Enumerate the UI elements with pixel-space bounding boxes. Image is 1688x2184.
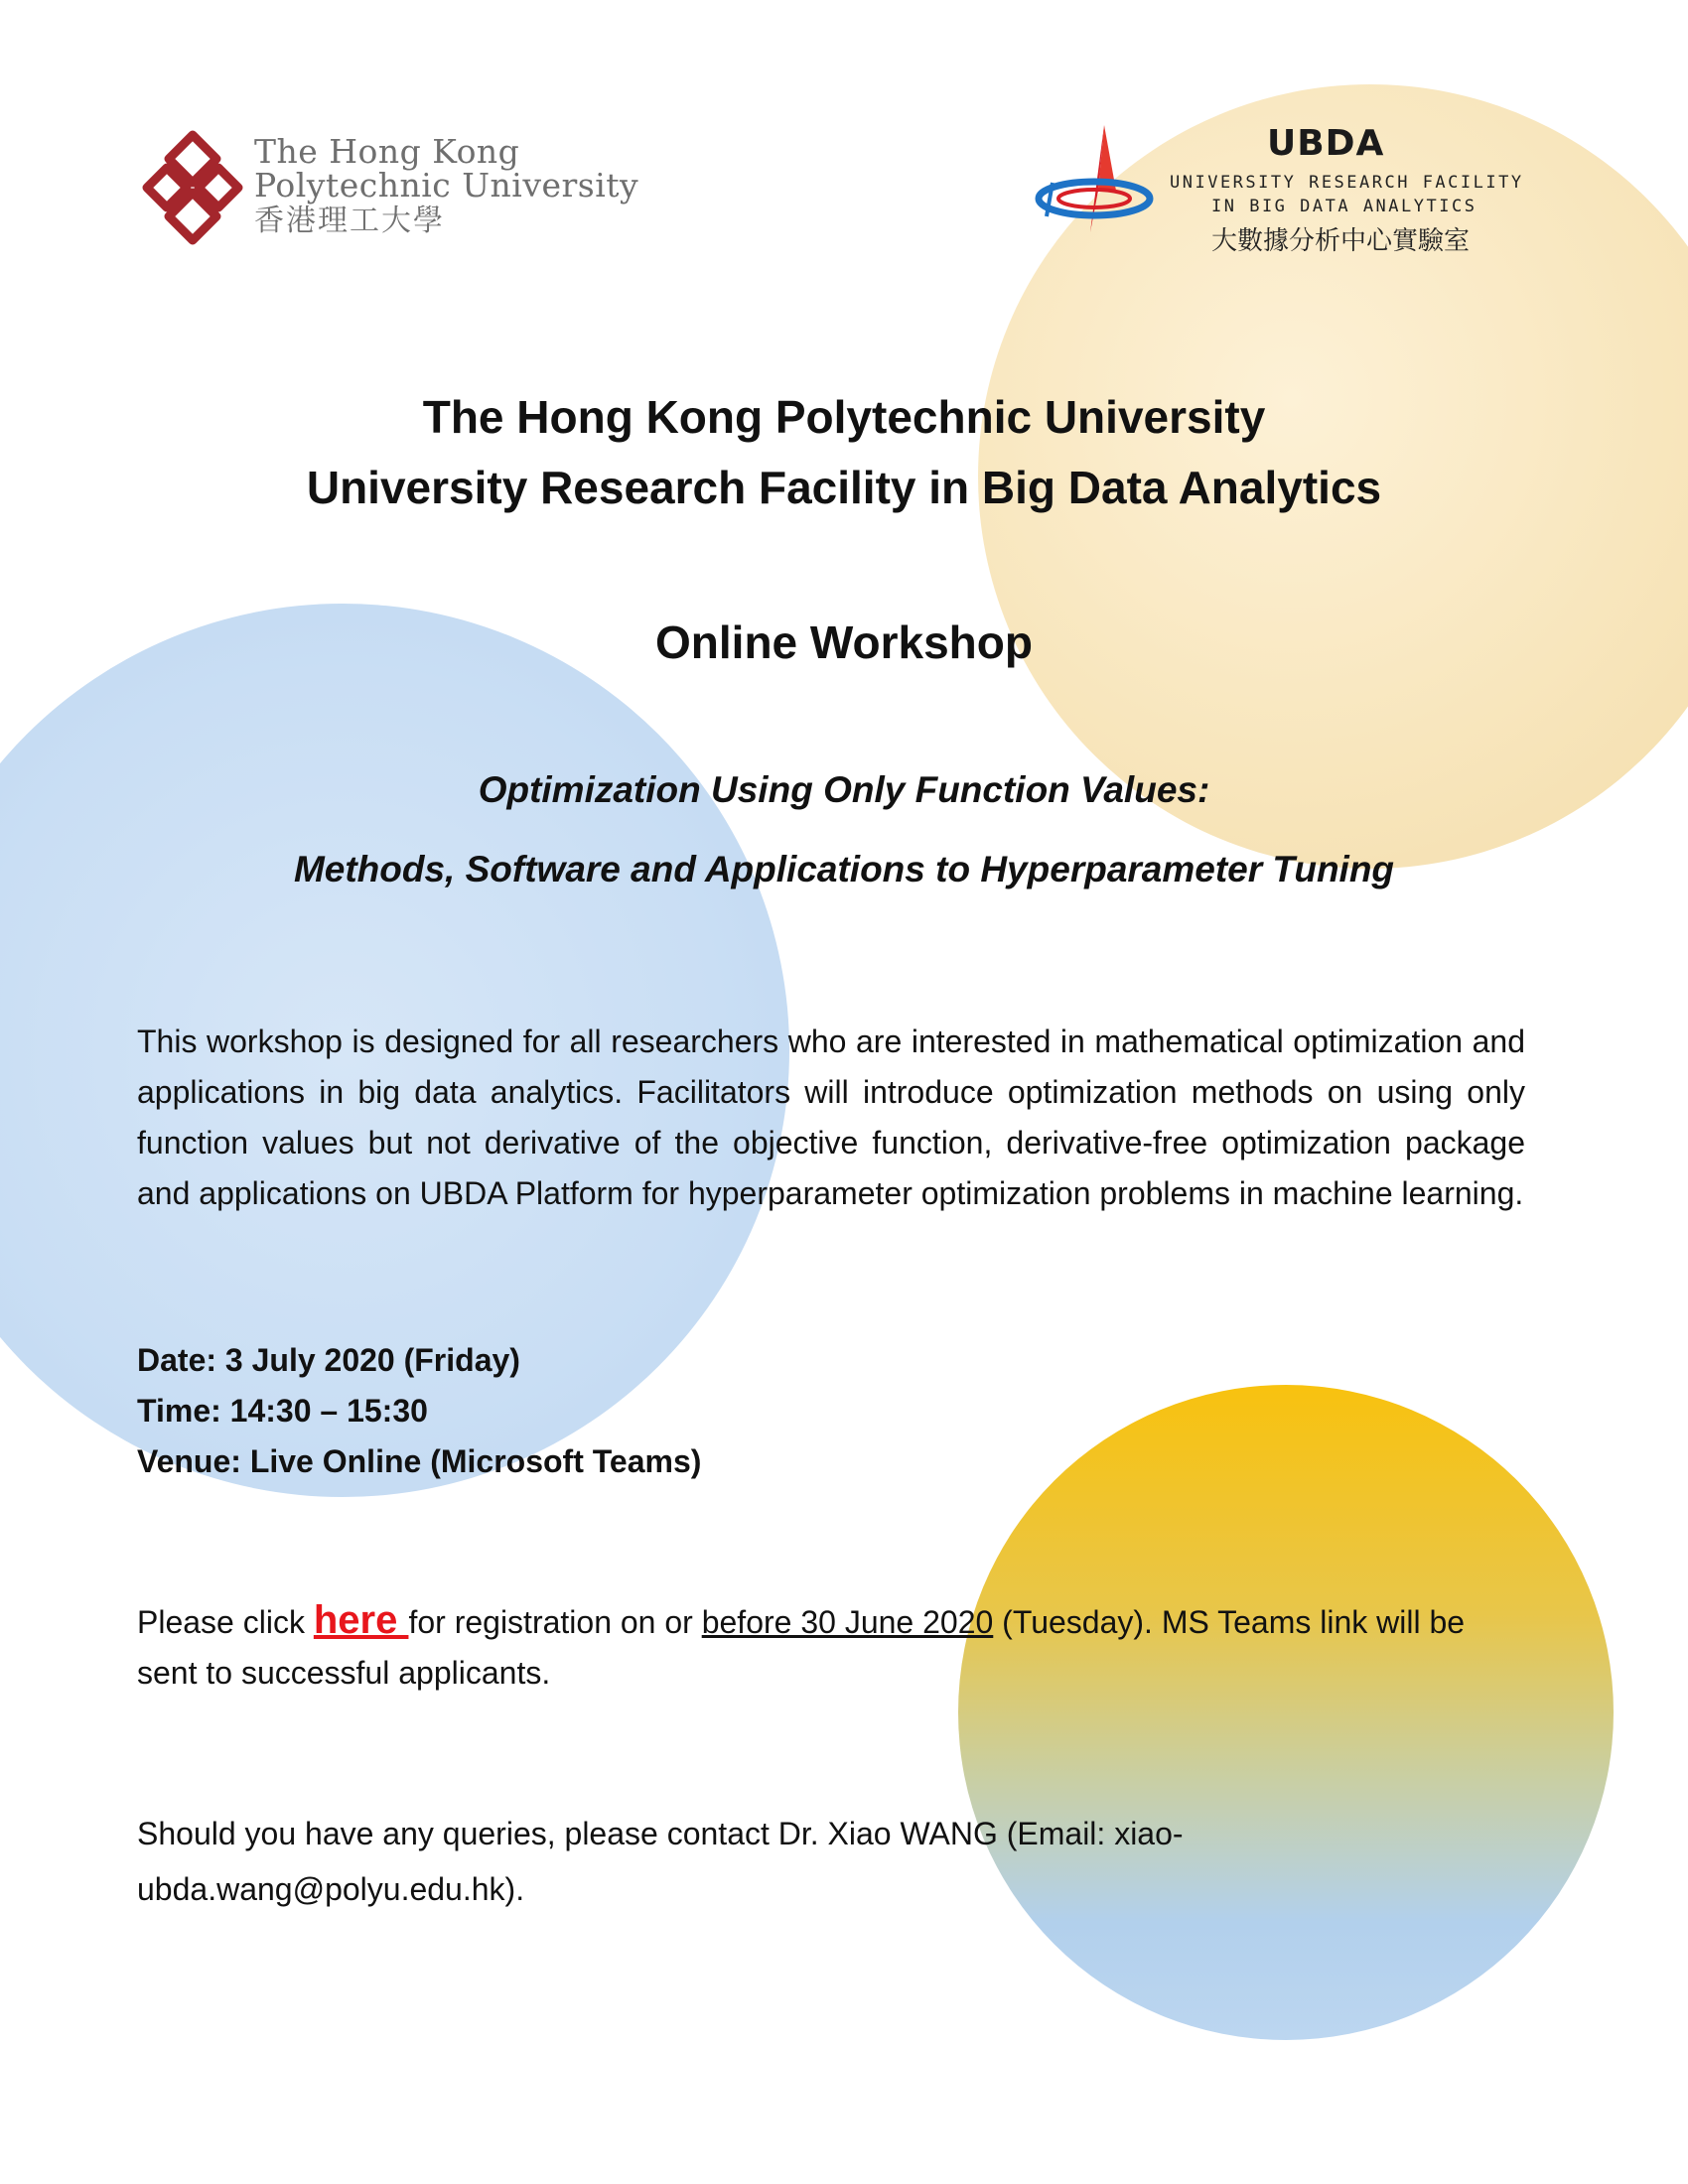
polyu-logo-line-2: Polytechnic University: [254, 166, 639, 205]
event-time: Time: 14:30 – 15:30: [137, 1393, 428, 1429]
workshop-description: This workshop is designed for all researchers who are interested in mathematical optimization and applications in big data analytics. Facilitators will introduce optimization methods on using only function values but not derivative of the objective function, derivative-free optimization package and applications on UBDA Platform for hyperparameter optimization problems in machine learning.: [137, 1024, 1525, 1211]
university-title: The Hong Kong Polytechnic University: [422, 391, 1266, 443]
decorative-circle-gradient: [958, 1385, 1614, 2040]
ubda-logo: [1033, 121, 1539, 256]
event-venue: Venue: Live Online (Microsoft Teams): [137, 1443, 702, 1479]
event-type-title: Online Workshop: [655, 616, 1033, 668]
polyu-logo: [137, 129, 723, 253]
ubda-logo-line-1: UNIVERSITY RESEARCH FACILITY: [1170, 173, 1524, 193]
workshop-title-line-2: Methods, Software and Applications to Hyperparameter Tuning: [293, 849, 1395, 889]
registration-middle: for registration on or: [408, 1604, 702, 1640]
ubda-logo-line-2: IN BIG DATA ANALYTICS: [1211, 197, 1477, 216]
polyu-logo-line-1: The Hong Kong: [254, 132, 520, 171]
polyu-emblem-icon: [137, 129, 248, 246]
ubda-logo-name: UBDA: [1267, 123, 1385, 164]
workshop-title-line-1: Optimization Using Only Function Values:: [478, 769, 1210, 810]
facility-title: University Research Facility in Big Data Analytics: [306, 462, 1382, 513]
event-date: Date: 3 July 2020 (Friday): [137, 1342, 520, 1378]
ubda-logo-line-chinese: 大數據分析中心實驗室: [1211, 226, 1471, 256]
event-details: [137, 1335, 701, 1487]
registration-deadline: before 30 June 2020: [701, 1604, 994, 1640]
registration-prefix: Please click: [137, 1604, 314, 1640]
registration-paragraph: [137, 1595, 1527, 1699]
contact-paragraph: Should you have any queries, please contact Dr. Xiao WANG (Email: xiao-ubda.wang@polyu.edu.hk).: [137, 1816, 1184, 1907]
registration-suffix: (Tuesday). MS Teams link will be sent to successful applicants.: [137, 1604, 1466, 1691]
registration-link[interactable]: here: [313, 1598, 409, 1642]
ubda-emblem-icon: [1033, 121, 1162, 248]
polyu-logo-line-chinese: 香港理工大學: [254, 204, 445, 238]
